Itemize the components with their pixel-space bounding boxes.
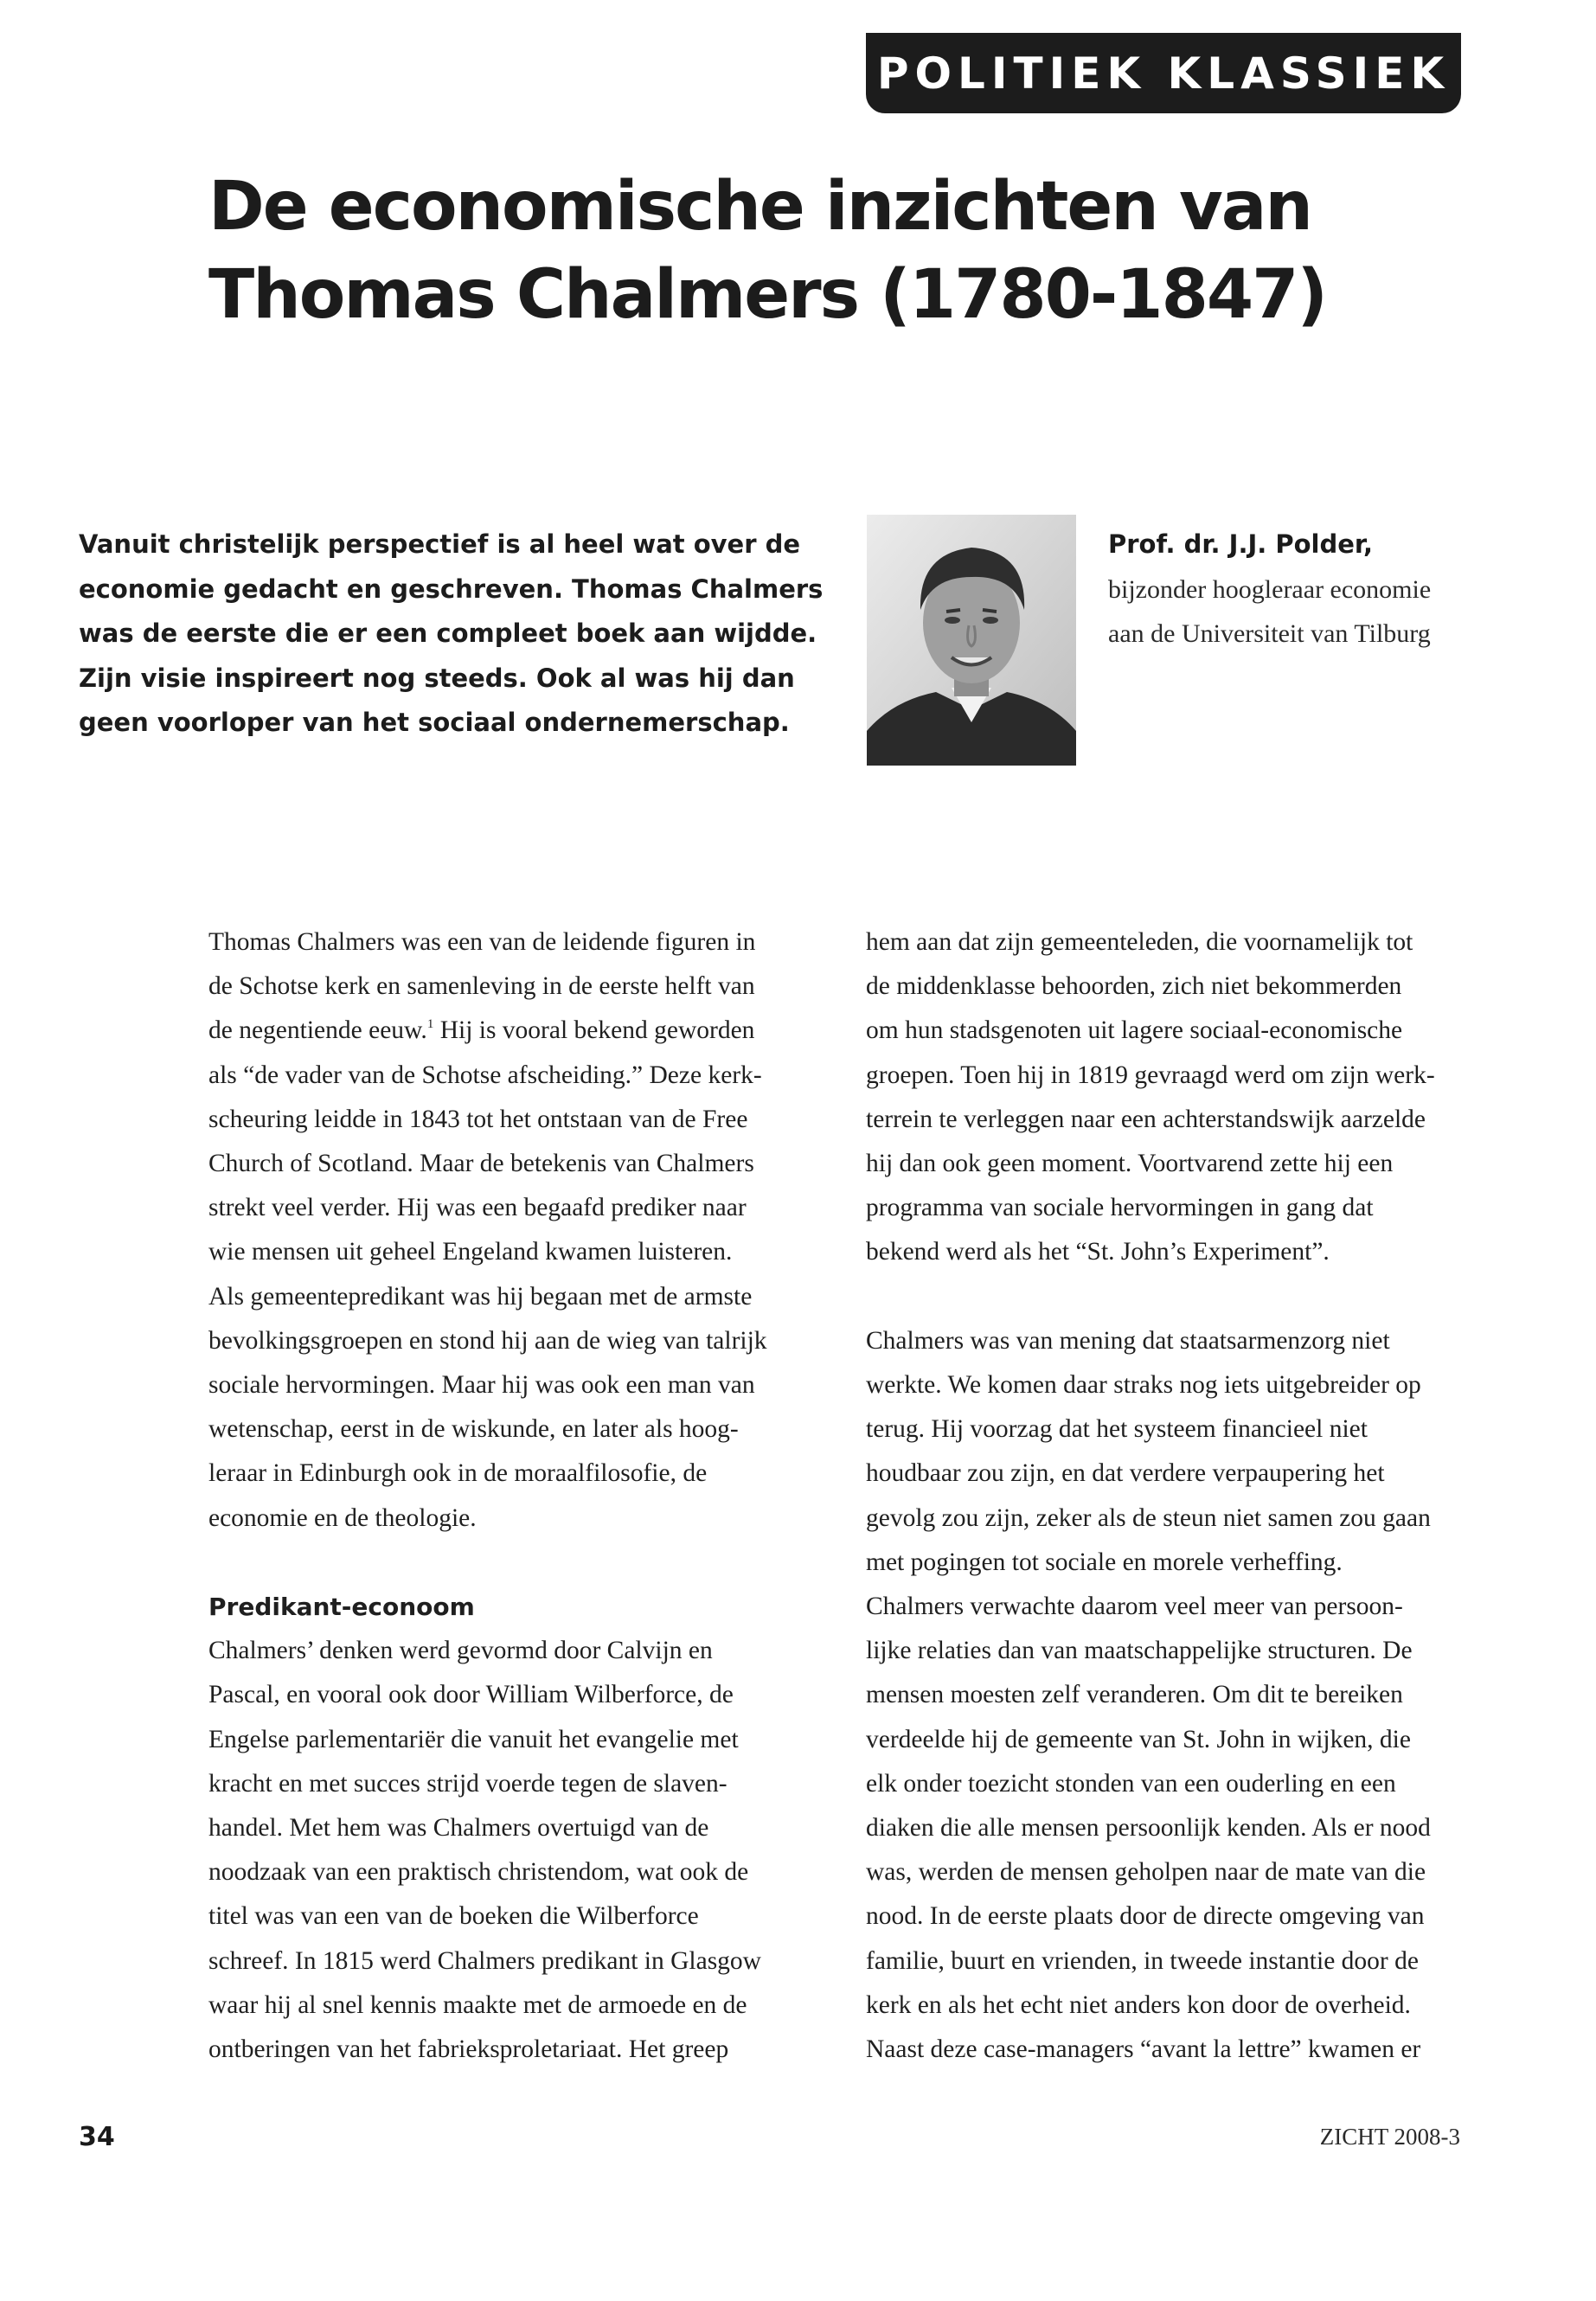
body-line: nood. In de eerste plaats door de directe omgeving van — [866, 1902, 1425, 1931]
body-line: Thomas Chalmers was een van de leidende figuren in — [208, 928, 756, 956]
body-line: kerk en als het echt niet anders kon door de overheid. — [866, 1990, 1411, 2019]
author-role-line: aan de Universiteit van Tilburg — [1108, 619, 1431, 648]
body-line: diaken die alle mensen persoonlijk kenden. Als er nood — [866, 1814, 1431, 1843]
paragraph-gap — [208, 1541, 814, 1585]
lead-line: geen voorloper van het sociaal ondernemerschap. — [79, 708, 790, 737]
body-line: handel. Met hem was Chalmers overtuigd van de — [208, 1814, 709, 1843]
body-line: bevolkingsgroepen en stond hij aan de wieg van talrijk — [208, 1326, 767, 1355]
portrait-illustration — [867, 515, 1076, 766]
body-text: Hij is vooral bekend geworden — [433, 1016, 755, 1045]
page-number: 34 — [79, 2122, 115, 2152]
body-line: om hun stadsgenoten uit lagere sociaal-economische — [866, 1016, 1403, 1045]
body-line: werkte. We komen daar straks nog iets uitgebreider op — [866, 1371, 1421, 1400]
body-text: de negentiende eeuw. — [208, 1016, 427, 1045]
author-portrait — [867, 515, 1076, 766]
body-column-left — [208, 920, 814, 2072]
body-line: economie en de theologie. — [208, 1503, 477, 1532]
author-role-line: bijzonder hoogleraar economie — [1108, 574, 1432, 604]
article-lead — [79, 522, 840, 746]
body-line: groepen. Toen hij in 1819 gevraagd werd om zijn werk- — [866, 1061, 1435, 1089]
body-line: met pogingen tot sociale en morele verheffing. — [866, 1548, 1343, 1576]
body-line: verdeelde hij de gemeente van St. John in wijken, die — [866, 1725, 1411, 1753]
body-line: bekend werd als het “St. John’s Experiment”. — [866, 1238, 1330, 1266]
title-line: Thomas Chalmers (1780-1847) — [208, 256, 1327, 334]
body-line: Chalmers’ denken werd gevormd door Calvijn en — [208, 1637, 713, 1665]
body-line: noodzaak van een praktisch christendom, wat ook de — [208, 1858, 749, 1887]
body-line: strekt veel verder. Hij was een begaafd prediker naar — [208, 1194, 747, 1222]
body-line: terrein te verleggen naar een achterstandswijk aarzelde — [866, 1105, 1426, 1133]
body-line: wie mensen uit geheel Engeland kwamen luisteren. — [208, 1238, 733, 1266]
author-info — [1108, 522, 1489, 657]
body-line: de Schotse kerk en samenleving in de eerste helft van — [208, 972, 755, 1001]
body-line: leraar in Edinburgh ook in de moraalfilosofie, de — [208, 1459, 708, 1488]
lead-line: Vanuit christelijk perspectief is al heel wat over de — [79, 529, 801, 559]
body-line: Als gemeentepredikant was hij begaan met de armste — [208, 1282, 753, 1311]
body-line: Chalmers was van mening dat staatsarmenzorg niet — [866, 1326, 1390, 1355]
body-line: hem aan dat zijn gemeenteleden, die voornamelijk tot — [866, 928, 1413, 956]
body-line-with-footnote — [208, 1009, 814, 1053]
body-line: was, werden de mensen geholpen naar de mate van die — [866, 1858, 1426, 1887]
body-line: sociale hervormingen. Maar hij was ook een man van — [208, 1371, 755, 1400]
body-line: programma van sociale hervormingen in gang dat — [866, 1194, 1374, 1222]
body-line: terug. Hij voorzag dat het systeem financieel niet — [866, 1415, 1368, 1444]
body-line: Pascal, en vooral ook door William Wilberforce, de — [208, 1681, 734, 1709]
body-line: gevolg zou zijn, zeker als de steun niet samen zou gaan — [866, 1503, 1431, 1532]
body-line: elk onder toezicht stonden van een ouderling en een — [866, 1769, 1396, 1798]
body-line: titel was van een van de boeken die Wilberforce — [208, 1902, 699, 1931]
body-line: Chalmers verwachte daarom veel meer van persoon- — [866, 1593, 1403, 1621]
body-line: scheuring leidde in 1843 tot het ontstaan van de Free — [208, 1105, 748, 1133]
body-line: houdbaar zou zijn, en dat verdere verpaupering het — [866, 1459, 1385, 1488]
body-line: waar hij al snel kennis maakte met de armoede en de — [208, 1990, 747, 2019]
body-line: Engelse parlementariër die vanuit het evangelie met — [208, 1725, 739, 1753]
body-line: wetenschap, eerst in de wiskunde, en later als hoog- — [208, 1415, 739, 1444]
lead-line: Zijn visie inspireert nog steeds. Ook al was hij dan — [79, 663, 795, 693]
footnote-mark: 1 — [426, 1017, 434, 1032]
journal-reference: ZICHT 2008-3 — [1319, 2124, 1460, 2150]
article-title — [208, 163, 1437, 339]
subheading: Predikant-econoom — [208, 1593, 475, 1622]
author-name: Prof. dr. J.J. Polder, — [1108, 529, 1373, 559]
body-line: familie, buurt en vrienden, in tweede instantie door de — [866, 1946, 1419, 1975]
body-line: als “de vader van de Schotse afscheiding.” Deze kerk- — [208, 1061, 762, 1089]
body-line: hij dan ook geen moment. Voortvarend zette hij een — [866, 1150, 1394, 1178]
body-line: kracht en met succes strijd voerde tegen de slaven- — [208, 1769, 727, 1798]
section-label: POLITIEK KLASSIEK — [866, 33, 1461, 113]
body-line: de middenklasse behoorden, zich niet bekommerden — [866, 972, 1402, 1001]
lead-line: economie gedacht en geschreven. Thomas Chalmers — [79, 574, 824, 604]
body-line: lijke relaties dan van maatschappelijke structuren. De — [866, 1637, 1413, 1665]
paragraph-gap — [866, 1275, 1471, 1319]
body-line: schreef. In 1815 werd Chalmers predikant in Glasgow — [208, 1946, 761, 1975]
body-line: Naast deze case-managers “avant la lettre” kwamen er — [866, 2035, 1421, 2064]
body-line: Church of Scotland. Maar de betekenis van Chalmers — [208, 1150, 754, 1178]
body-column-right — [866, 920, 1471, 2072]
body-line: mensen moesten zelf veranderen. Om dit te bereiken — [866, 1681, 1403, 1709]
title-line: De economische inzichten van — [208, 168, 1311, 246]
body-line: ontberingen van het fabrieksproletariaat. Het greep — [208, 2035, 729, 2064]
lead-line: was de eerste die er een compleet boek aan wijdde. — [79, 619, 817, 648]
